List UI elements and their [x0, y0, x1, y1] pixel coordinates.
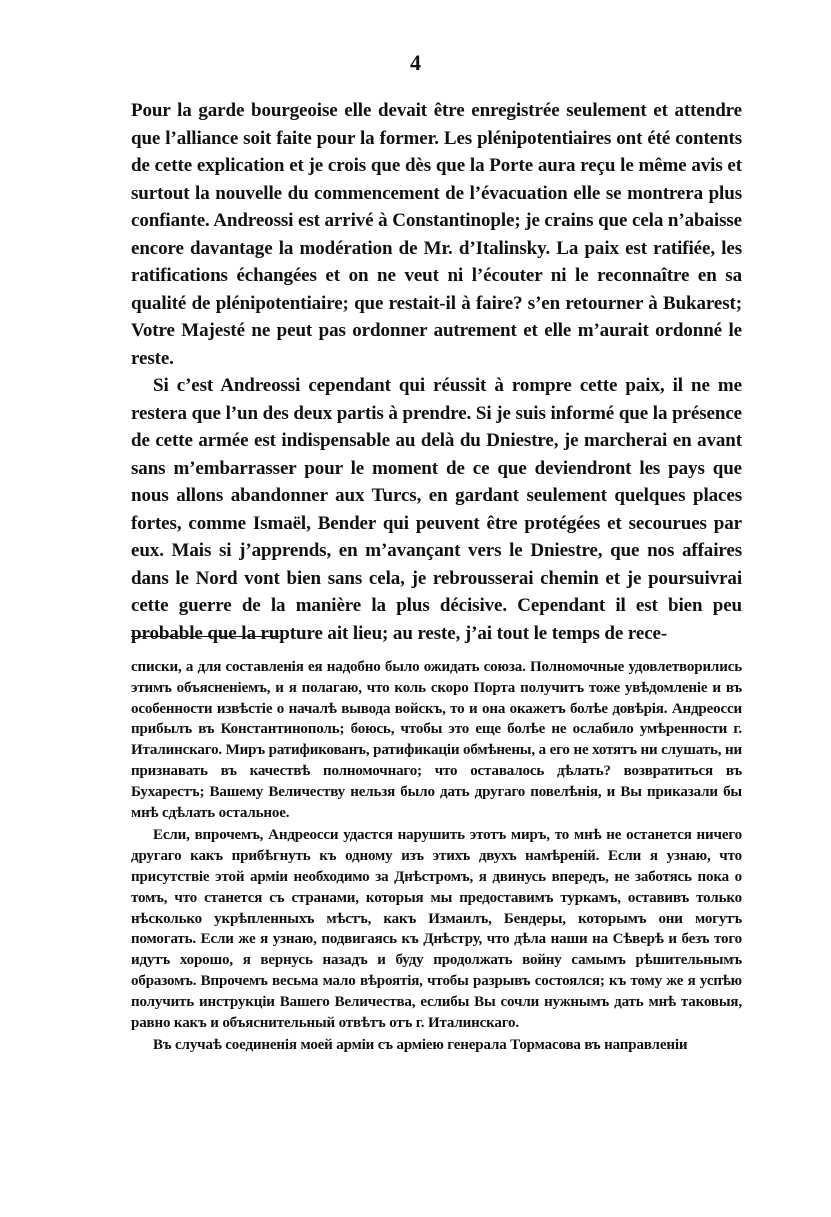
main-text-french [131, 97, 742, 647]
footnote-text-russian [131, 657, 742, 1056]
footnote-separator-rule [131, 636, 280, 637]
main-paragraph-2: Si c’est Andreossi cependant qui réussit à rompre cette paix, il ne me restera que l’un des deux partis à prendre. Si je suis informé que la présence de cette armée est indispensable au delà du Dniestre, je marcherai en avant sans m’embarrasser pour le moment de ce que deviendront les pays que nous allons abandonner aux Turcs, en gardant seulement quelques places fortes, comme Ismaël, Bender qui peuvent être protégées et secourues par eux. Mais si j’apprends, en m’avançant vers le Dniestre, que nos affaires dans le Nord vont bien sans cela, je rebrousserai chemin et je poursuivrai cette guerre de la manière la plus décisive. Cependant il est bien peu probable que la rupture ait lieu; au reste, j’ai tout le temps de rece- [131, 375, 742, 644]
footnote-paragraph-3: Въ случаѣ соединенія моей арміи съ арміею генерала Тормасова въ направленіи [153, 1037, 688, 1054]
main-paragraph-1: Pour la garde bourgeoise elle devait être enregistrée seulement et attendre que l’alliance soit faite pour la former. Les plénipotentiaires ont été contents de cette explication et je crois que dès que la Porte aura reçu le même avis et surtout la nouvelle du commencement de l’évacuation elle se montrera plus confiante. Andreossi est arrivé à Constantinople; je crains que cela n’abaisse encore davantage la modération de Mr. d’Italinsky. La paix est ratifiée, les ratifications échangées et on ne veut ni l’écouter ni le reconnaître en sa qualité de plénipotentiaire; que restait-il à faire? s’en retourner à Bukarest; Votre Majesté ne peut pas ordonner autrement et elle m’aurait ordonné le reste. [131, 100, 742, 369]
footnote-paragraph-2: Если, впрочемъ, Андреосси удастся нарушить этотъ миръ, то мнѣ не останется ничего другаго какъ прибѣгнуть къ одному изъ этихъ двухъ намѣреній. Если я узнаю, что присутствіе этой арміи необходимо за Днѣстромъ, я двинусь впередъ, не заботясь пока о томъ, что станется съ странами, которыя мы предоставимъ туркамъ, оставивъ только нѣсколько укрѣпленныхъ мѣстъ, какъ Измаилъ, Бендеры, которымъ они могутъ помогать. Если же я узнаю, подвигаясь къ Днѣстру, что дѣла наши на Сѣверѣ и безъ того идутъ хорошо, я вернусь назадъ и буду продолжать войну самымъ рѣшительнымъ образомъ. Впрочемъ весьма мало вѣроятія, чтобы разрывъ состоялся; къ тому же я успѣю получить инструкціи Вашего Величества, еслибы Вы сочли нужнымъ дать мнѣ таковыя, равно какъ и объяснительный отвѣтъ отъ г. Италинскаго. [131, 827, 742, 1031]
footnote-paragraph-1: списки, а для составленія ея надобно было ожидать союза. Полномочные удовлетворились этимъ объясненіемъ, и я полагаю, что коль скоро Порта получитъ тоже увѣдомленіе и въ особенности извѣстіе о началѣ вывода войскъ, то и она окажетъ болѣе довѣрія. Андреосси прибылъ въ Константинополь; боюсь, чтобы это еще болѣе не ослабило умѣренности г. Италинскаго. Миръ ратификованъ, ратификаціи обмѣнены, а его не хотятъ ни слушать, ни признавать въ качествѣ полномочнаго; что оставалось дѣлать? возвратиться въ Бухарестъ; Вашему Величеству нельзя было дать другаго повелѣнія, и Вы приказали бы мнѣ сдѣлать остальное. [131, 659, 742, 821]
page-number: 4 [410, 50, 421, 75]
